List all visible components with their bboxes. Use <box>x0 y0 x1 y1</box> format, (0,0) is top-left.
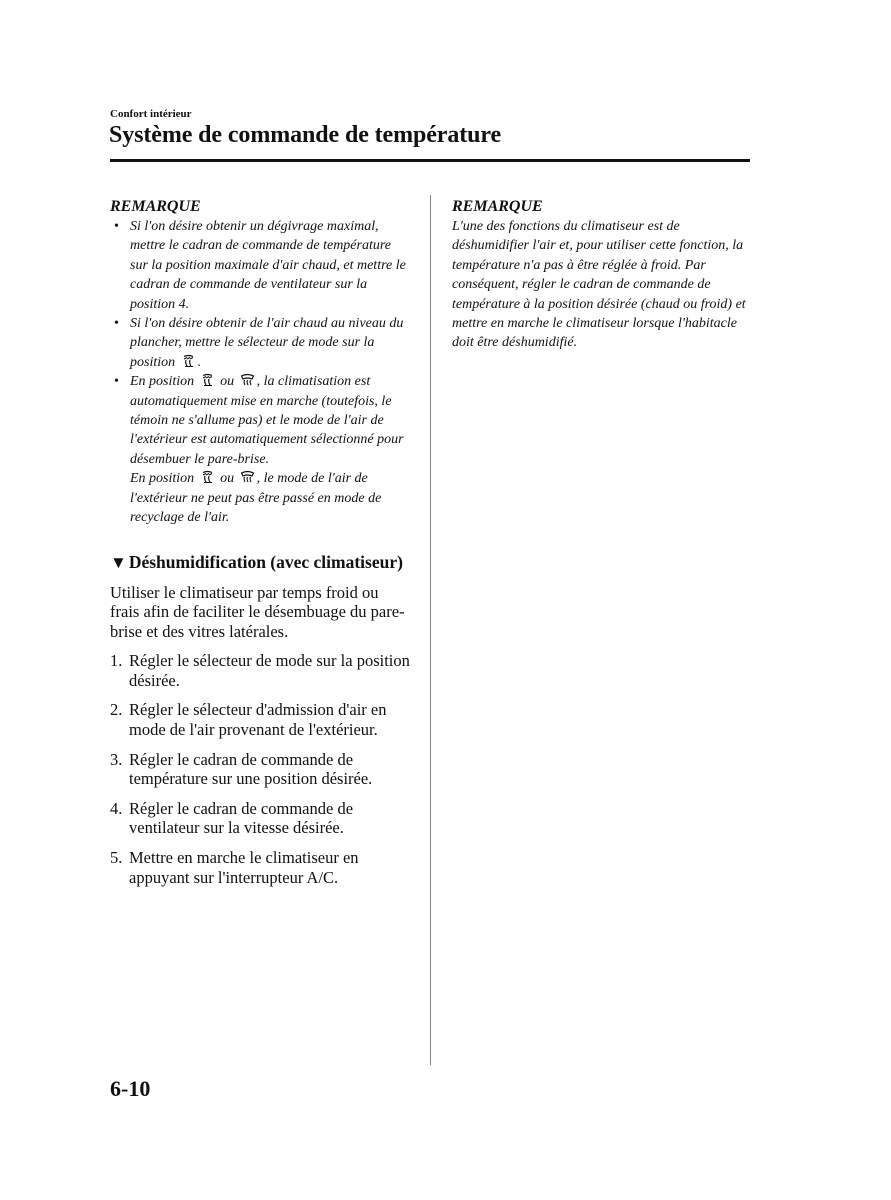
step-text: Régler le cadran de commande de température sur une position désirée. <box>129 749 373 789</box>
note-item-defrost-mode <box>110 372 410 527</box>
step-text: Régler le sélecteur de mode sur la position désirée. <box>129 651 410 690</box>
note-text: ou <box>220 374 235 390</box>
note-text: Si l'on désire obtenir un dégivrage maximal, mettre le cadran de commande de température sur la position maximale d'air chaud, et mettre le cadran de commande de ventilateur sur la position 4. <box>130 219 406 312</box>
floor-windshield-icon <box>200 470 215 483</box>
note-text: . <box>197 354 202 370</box>
floor-windshield-icon <box>181 354 196 367</box>
dehumidification-steps <box>110 651 410 887</box>
step-number: 1. <box>110 651 123 671</box>
step-number: 2. <box>110 700 123 720</box>
note-item-floor-heat <box>110 314 410 372</box>
step-item <box>110 651 410 690</box>
windshield-defrost-icon <box>240 373 255 386</box>
left-note-title: REMARQUE <box>110 198 201 215</box>
page-number: 6-10 <box>110 1076 151 1101</box>
dehumidification-heading-text: Déshumidification (avec climatiseur) <box>128 551 403 572</box>
column-divider <box>430 195 431 1065</box>
dehumidification-heading <box>110 551 410 574</box>
page-title: Système de commande de température <box>109 122 502 148</box>
step-item <box>110 700 410 739</box>
title-rule <box>110 159 750 162</box>
left-note-list <box>110 217 410 528</box>
dehumidification-intro: Utiliser le climatiseur par temps froid ou frais afin de faciliter le désembuage du pare-brise et des vitres latérales. <box>110 582 405 641</box>
step-number: 5. <box>110 848 123 868</box>
step-item <box>110 750 410 789</box>
note-text: En position <box>130 471 195 487</box>
step-text: Régler le sélecteur d'admission d'air en mode de l'air provenant de l'extérieur. <box>129 700 387 740</box>
floor-windshield-icon <box>200 373 215 386</box>
note-text: ou <box>220 471 235 487</box>
step-number: 3. <box>110 749 123 769</box>
step-text: Régler le cadran de commande de ventilateur sur la vitesse désirée. <box>129 798 354 838</box>
step-item <box>110 799 410 838</box>
section-marker-icon: ▼ <box>110 552 127 572</box>
note-text: , le mode de l'air de l'extérieur ne peut pas être passé en mode de recyclage de l'air. <box>130 471 382 526</box>
bullet: • <box>114 219 119 234</box>
step-item <box>110 848 410 887</box>
note-text: , la climatisation est automatiquement mise en marche (toutefois, le témoin ne s'allume pas) et le mode de l'air de l'extérieur est automatiquement sélectionné pour désembuer le pare-brise. <box>130 374 404 467</box>
right-note-text: L'une des fonctions du climatiseur est de déshumidifier l'air et, pour utiliser cette fonction, la température n'a pas à être réglée à froid. Par conséquent, régler le cadran de commande de température à la position désirée (chaud ou froid) et mettre en marche le climatiseur lorsque l'habitacle doit être déshumidifié. <box>452 219 746 351</box>
bullet: • <box>114 374 119 390</box>
note-text: En position <box>130 374 195 390</box>
windshield-defrost-icon <box>240 470 255 483</box>
left-column <box>110 197 410 897</box>
note-item-defrost <box>110 217 410 314</box>
bullet: • <box>114 316 119 332</box>
step-text: Mettre en marche le climatiseur en appuyant sur l'interrupteur A/C. <box>129 848 359 887</box>
right-note-title: REMARQUE <box>452 198 543 215</box>
section-label: Confort intérieur <box>110 108 192 120</box>
step-number: 4. <box>110 798 123 818</box>
note-text: Si l'on désire obtenir de l'air chaud au niveau du plancher, mettre le sélecteur de mode sur la position <box>130 316 404 370</box>
right-column <box>452 197 752 353</box>
